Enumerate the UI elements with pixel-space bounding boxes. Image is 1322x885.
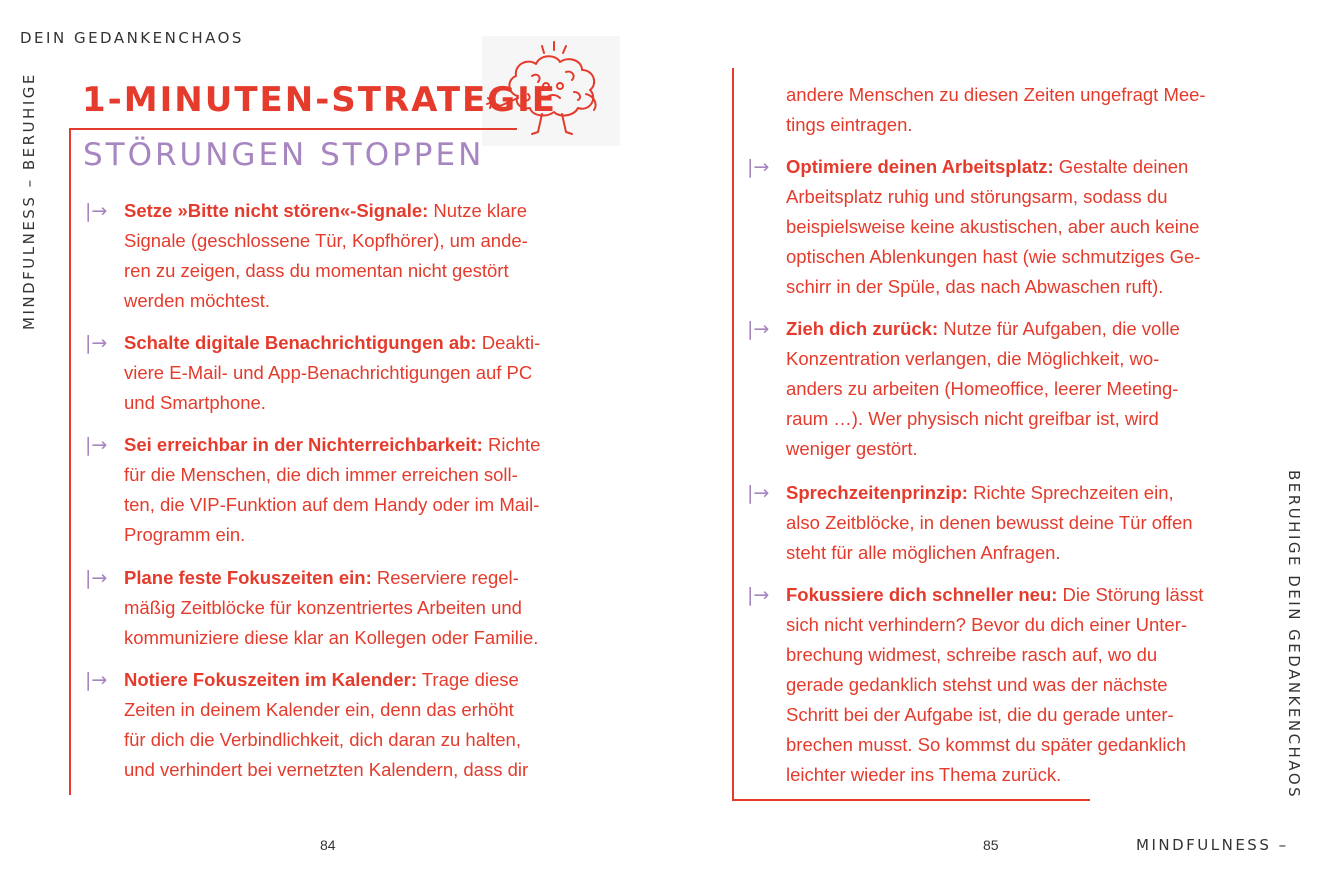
page-number-left: 84	[320, 837, 336, 853]
item-lead: Plane feste Fokuszeiten ein:	[124, 567, 372, 588]
page-subtitle: STÖRUNGEN STOPPEN	[83, 137, 485, 173]
right-vertical-rule	[732, 68, 734, 801]
arrow-bullet-icon: |→	[85, 669, 108, 691]
item-lead: Setze »Bitte nicht stören«-Signale:	[124, 200, 429, 221]
item-lead: Notiere Fokuszeiten im Kalender:	[124, 669, 417, 690]
item-lead: Sei erreichbar in der Nichterreichbarkeit:	[124, 434, 483, 455]
arrow-bullet-icon: |→	[747, 156, 770, 178]
item-lead: Sprechzeitenprinzip:	[786, 482, 968, 503]
running-header-right-vertical: BERUHIGE DEIN GEDANKENCHAOS	[1285, 470, 1303, 800]
running-header-left-vertical: MINDFULNESS – BERUHIGE	[20, 72, 38, 330]
item-lead: Zieh dich zurück:	[786, 318, 939, 339]
arrow-bullet-icon: |→	[85, 434, 108, 456]
item-lead: Optimiere deinen Arbeitsplatz:	[786, 156, 1054, 177]
item-lead: Schalte digitale Benachrichtigungen ab:	[124, 332, 477, 353]
arrow-bullet-icon: |→	[747, 318, 770, 340]
arrow-bullet-icon: |→	[747, 584, 770, 606]
left-vertical-rule	[69, 128, 71, 795]
item-lead: Fokussiere dich schneller neu:	[786, 584, 1058, 605]
page-title: 1-MINUTEN-STRATEGIE	[82, 80, 558, 120]
arrow-bullet-icon: |→	[85, 567, 108, 589]
running-header-top-left: DEIN GEDANKENCHAOS	[20, 29, 244, 47]
arrow-bullet-icon: |→	[85, 200, 108, 222]
arrow-bullet-icon: |→	[747, 482, 770, 504]
title-underline-rule	[69, 128, 517, 130]
right-bottom-rule	[732, 799, 1090, 801]
page-number-right: 85	[983, 837, 999, 853]
arrow-bullet-icon: |→	[85, 332, 108, 354]
running-header-bottom-right: MINDFULNESS –	[1136, 836, 1289, 854]
